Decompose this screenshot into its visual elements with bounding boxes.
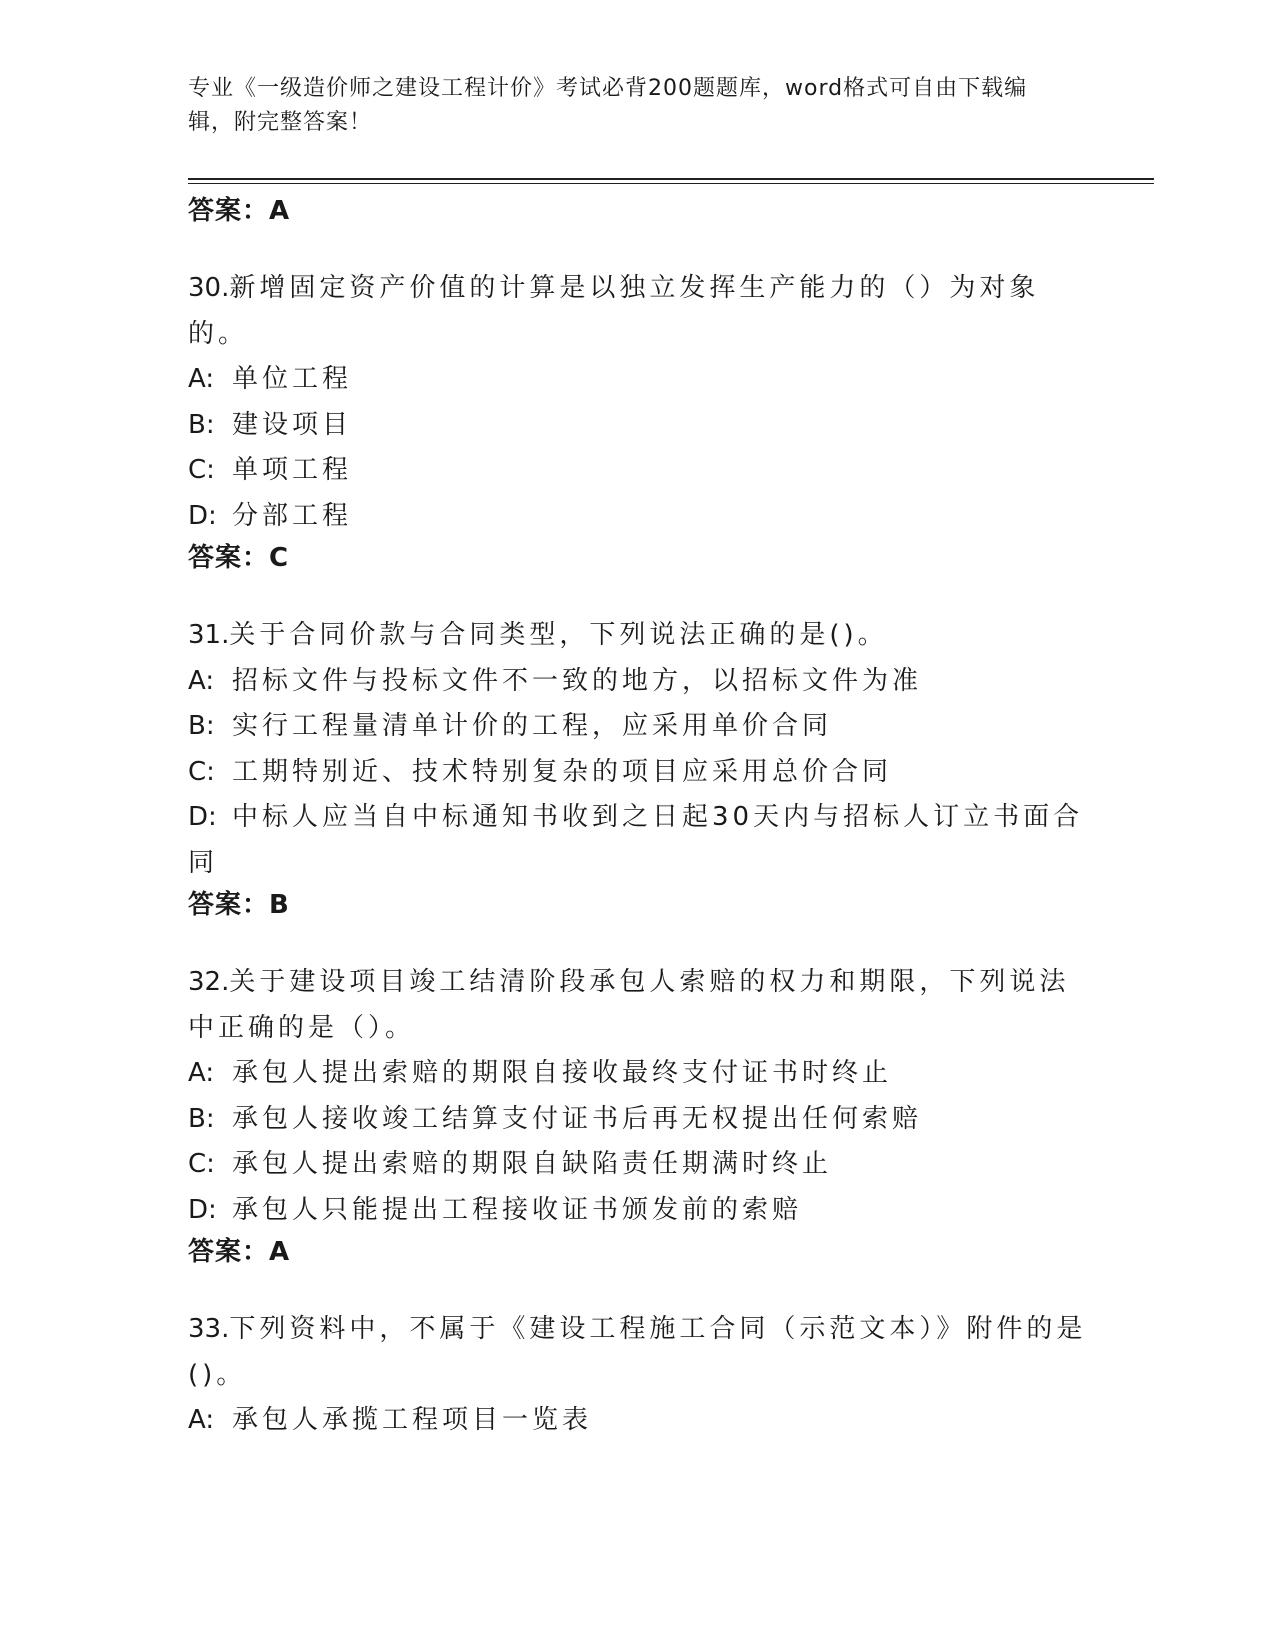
option-c [188,448,1088,494]
question-text [188,266,1088,357]
option-text: 承包人提出索赔的期限自缺陷责任期满时终止 [232,1149,833,1179]
option-text: 分部工程 [232,500,353,531]
question-block [188,960,1088,1279]
option-b [188,1097,1088,1143]
answer-line: 答案：A [188,196,291,226]
option-letter: A: [188,665,215,696]
question-block [188,613,1088,932]
option-text: 单项工程 [232,455,353,485]
option-letter: B: [188,409,215,440]
option-letter: A: [188,364,215,394]
question-list [188,192,1088,1444]
option-letter: B: [188,1103,215,1134]
option-letter: B: [188,711,215,741]
header-divider-thin [188,183,1154,184]
option-letter: C: [188,1149,215,1179]
question-block [188,1307,1088,1444]
option-text: 建设项目 [232,409,353,440]
answer-line: 答案：C [188,543,290,573]
header-divider-thick [188,178,1154,180]
question-stem: 关于建设项目竣工结清阶段承包人索赔的权力和期限，下列说法中正确的是（）。 [188,967,1070,1043]
option-a [188,659,1088,705]
option-text: 承包人只能提出工程接收证书颁发前的索赔 [232,1194,803,1225]
option-d [188,795,1088,886]
option-letter: C: [188,455,215,485]
option-letter: D: [188,500,217,531]
question-block [188,266,1088,585]
option-letter: D: [188,1194,217,1225]
question-text [188,613,1088,659]
option-c [188,1142,1088,1188]
option-text: 单位工程 [232,364,353,394]
option-d [188,494,1088,540]
question-stem: 下列资料中，不属于《建设工程施工合同（示范文本）》附件的是()。 [188,1314,1087,1390]
question-number: 30. [188,273,230,303]
option-text: 工期特别近、技术特别复杂的项目应采用总价合同 [232,756,893,787]
document-header: 专业《一级造价师之建设工程计价》考试必背200题题库，word格式可自由下载编辑，附完整答案！ [188,76,1028,135]
option-text: 承包人接收竣工结算支付证书后再无权提出任何索赔 [232,1103,923,1134]
question-number: 33. [188,1314,230,1344]
option-d [188,1188,1088,1234]
question-stem: 新增固定资产价值的计算是以独立发挥生产能力的（）为对象的。 [188,273,1040,349]
option-letter: C: [188,756,215,787]
option-letter: A: [188,1058,215,1088]
option-text: 中标人应当自中标通知书收到之日起30天内与招标人订立书面合同 [188,802,1084,878]
answer-line: 答案：A [188,1237,291,1267]
option-c [188,750,1088,796]
option-b [188,704,1088,750]
option-a [188,1051,1088,1097]
option-letter: D: [188,802,217,832]
option-text: 实行工程量清单计价的工程，应采用单价合同 [232,711,833,741]
question-text [188,1307,1088,1398]
answer-line: 答案：B [188,890,290,920]
question-number: 32. [188,967,230,997]
option-text: 承包人承揽工程项目一览表 [232,1405,593,1435]
option-text: 承包人提出索赔的期限自接收最终支付证书时终止 [232,1058,893,1088]
option-a [188,357,1088,403]
question-number: 31. [188,620,230,650]
option-letter: A: [188,1405,215,1435]
option-text: 招标文件与投标文件不一致的地方，以招标文件为准 [232,665,923,696]
option-b [188,403,1088,449]
option-a [188,1398,1088,1444]
question-stem: 关于合同价款与合同类型，下列说法正确的是()。 [229,620,888,650]
question-text [188,960,1088,1051]
